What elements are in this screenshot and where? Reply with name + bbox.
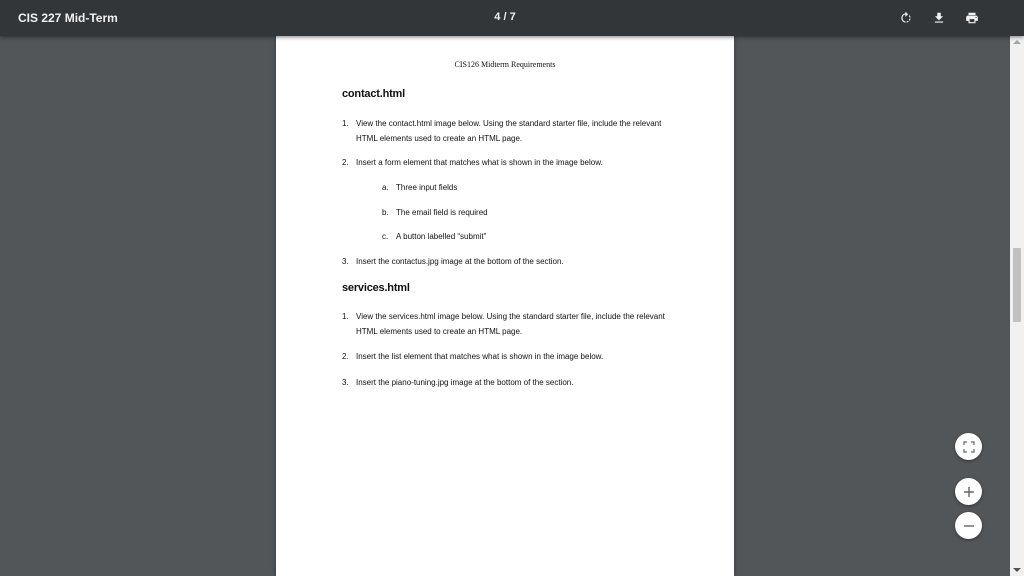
page-header: CIS126 Midterm Requirements <box>454 60 556 69</box>
scroll-down-arrow-icon[interactable] <box>1013 568 1021 572</box>
zoom-out-button[interactable] <box>955 512 982 539</box>
item-letter: c. <box>382 232 389 241</box>
item-number: 2. <box>342 158 349 167</box>
item-text: Three input fields <box>396 183 458 192</box>
item-text: View the contact.html image below. Using the standard starter file, include the relevant HTML elements used to create an HTML page. <box>356 119 662 143</box>
fit-to-page-icon <box>963 441 975 453</box>
document-title: CIS 227 Mid-Term <box>18 11 118 25</box>
item-text: Insert a form element that matches what is shown in the image below. <box>356 158 603 167</box>
vertical-scrollbar[interactable] <box>1010 36 1024 576</box>
item-text: The email field is required <box>396 208 488 217</box>
item-text: Insert the list element that matches what is shown in the image below. <box>356 352 604 361</box>
download-icon <box>932 11 946 25</box>
item-text: View the services.html image below. Using the standard starter file, include the relevant HTML elements used to create an HTML page. <box>356 312 665 336</box>
download-button[interactable] <box>929 8 949 28</box>
section-heading-services: services.html <box>342 282 410 294</box>
item-text: Insert the contactus.jpg image at the bottom of the section. <box>356 257 564 266</box>
zoom-out-icon <box>963 520 975 532</box>
scrollbar-thumb[interactable] <box>1013 248 1021 322</box>
rotate-button[interactable] <box>896 8 916 28</box>
zoom-in-icon <box>963 486 975 498</box>
pdf-toolbar <box>0 0 1024 36</box>
item-text: Insert the piano-tuning.jpg image at the bottom of the section. <box>356 378 574 387</box>
item-letter: a. <box>382 183 389 192</box>
print-icon <box>965 11 979 25</box>
item-number: 3. <box>342 257 349 266</box>
item-number: 2. <box>342 352 349 361</box>
print-button[interactable] <box>962 8 982 28</box>
page-indicator[interactable]: 4 / 7 <box>494 11 516 23</box>
section-heading-contact: contact.html <box>342 88 405 100</box>
item-number: 1. <box>342 119 349 128</box>
zoom-in-button[interactable] <box>955 478 982 505</box>
fit-to-page-button[interactable] <box>955 433 982 460</box>
pdf-viewer <box>0 36 1010 576</box>
item-number: 3. <box>342 378 349 387</box>
item-letter: b. <box>382 208 389 217</box>
item-text: A button labelled “submit” <box>396 232 487 241</box>
scroll-up-arrow-icon[interactable] <box>1013 40 1021 44</box>
rotate-icon <box>899 11 913 25</box>
item-number: 1. <box>342 312 349 321</box>
pdf-page <box>276 36 734 576</box>
